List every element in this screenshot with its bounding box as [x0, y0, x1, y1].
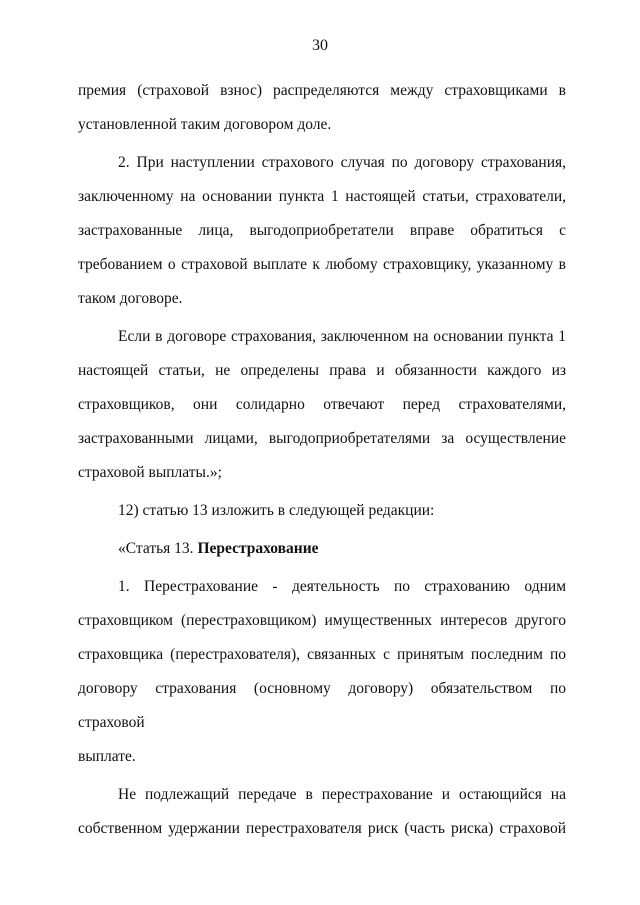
- article-number: «Статья 13.: [118, 540, 198, 557]
- text-line: 12) статью 13 изложить в следующей редакции:: [118, 502, 435, 519]
- text-line: договору страхования (основному договору) обязательством по страховой: [78, 680, 566, 731]
- text-line: застрахованные лица, выгодоприобретатели вправе обратиться с: [78, 222, 566, 239]
- text-line: [78, 532, 566, 566]
- document-body: [78, 74, 566, 846]
- text-line: Не подлежащий передаче в перестрахование и остающийся на: [118, 786, 566, 803]
- paragraph: [78, 146, 566, 316]
- text-line: страховщика (перестрахователя), связанных с принятым последним по: [78, 646, 566, 663]
- text-line: выплате.: [78, 748, 136, 765]
- text-line: таком договоре.: [78, 290, 183, 307]
- page-number: 30: [312, 37, 328, 54]
- text-line: Если в договоре страхования, заключенном на основании пункта 1: [118, 328, 566, 345]
- article-title: Перестрахование: [197, 540, 319, 557]
- text-line: 2. При наступлении страхового случая по договору страхования,: [118, 154, 566, 171]
- article-heading: [78, 532, 566, 566]
- paragraph: [78, 494, 566, 528]
- text-line: требованием о страховой выплате к любому страховщику, указанному в: [78, 256, 566, 273]
- text-line: страховщиком (перестраховщиком) имущественных интересов другого: [78, 612, 566, 629]
- text-line: собственном удержании перестрахователя риск (часть риска) страховой: [78, 820, 566, 837]
- text-line: 1. Перестрахование - деятельность по страхованию одним: [118, 578, 566, 595]
- text-line: страховой выплаты.»;: [78, 464, 222, 481]
- paragraph: [78, 74, 566, 142]
- text-line: заключенному на основании пункта 1 настоящей статьи, страхователи,: [78, 188, 566, 205]
- text-line: настоящей статьи, не определены права и обязанности каждого из: [78, 362, 566, 379]
- text-line: страховщиков, они солидарно отвечают перед страхователями,: [78, 396, 566, 413]
- text-line: установленной таким договором доле.: [78, 116, 332, 133]
- paragraph: [78, 570, 566, 774]
- paragraph: [78, 778, 566, 846]
- paragraph: [78, 320, 566, 490]
- text-line: застрахованными лицами, выгодоприобретателями за осуществление: [78, 430, 566, 447]
- text-line: премия (страховой взнос) распределяются между страховщиками в: [78, 82, 566, 99]
